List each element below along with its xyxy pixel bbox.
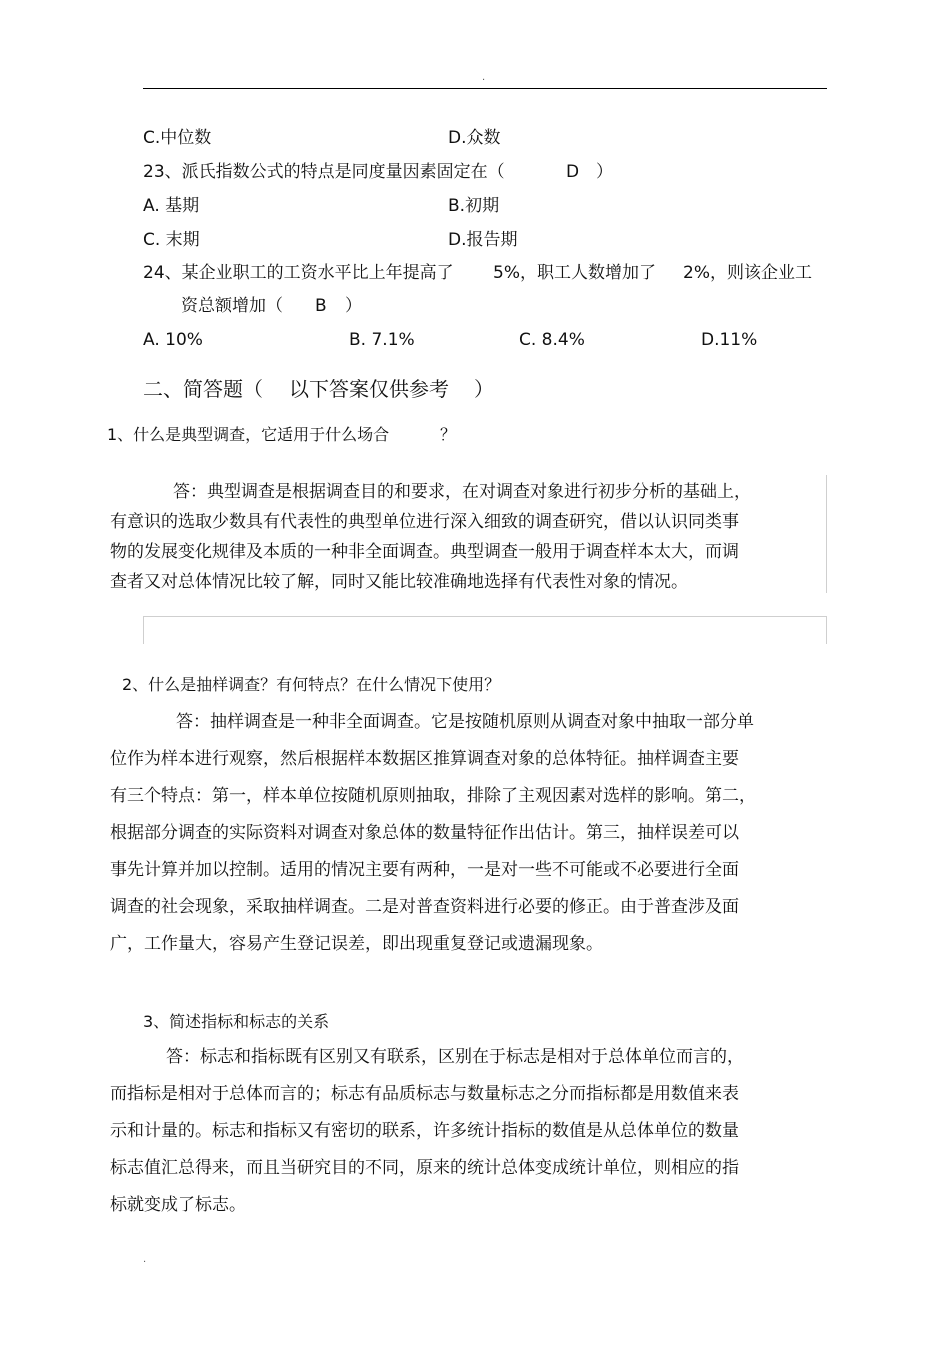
q24-option-c: C. 8.4% <box>519 330 585 350</box>
q24-close-paren: ） <box>345 296 362 316</box>
section-title-part2: 以下答案仅供参考 <box>289 377 449 401</box>
q3-answer-line: 标志值汇总得来，而且当研究目的不同，原来的统计总体变成统计单位，则相应的指 <box>110 1158 739 1178</box>
q1-answer-line: 答：典型调查是根据调查目的和要求，在对调查对象进行初步分析的基础上， <box>173 482 751 502</box>
q3-answer-line: 示和计量的。标志和指标又有密切的联系，许多统计指标的数值是从总体单位的数量 <box>110 1121 739 1141</box>
q23-option-a: A. 基期 <box>143 196 200 216</box>
empty-box-left-border <box>143 616 144 644</box>
q1-box-right-border <box>826 475 827 593</box>
empty-box-top-border <box>143 616 827 617</box>
section-title-part3: ） <box>474 377 494 401</box>
q1-answer-line: 有意识的选取少数具有代表性的典型单位进行深入细致的调查研究，借以认识同类事 <box>110 512 739 532</box>
q24-answer: B <box>315 296 327 316</box>
q24-option-b: B. 7.1% <box>349 330 415 350</box>
q1-question: 1、什么是典型调查，它适用于什么场合 <box>107 425 390 444</box>
q23-option-d: D.报告期 <box>448 230 518 250</box>
q22-option-d: D.众数 <box>448 128 501 148</box>
q24-stem-line2: 资总额增加（ <box>181 296 283 316</box>
q23-option-c: C. 末期 <box>143 230 200 250</box>
q24-stem-part2: 5%，职工人数增加了 <box>493 263 656 283</box>
q23-answer: D <box>566 162 580 182</box>
q1-answer-line: 查者又对总体情况比较了解，同时又能比较准确地选择有代表性对象的情况。 <box>110 572 688 592</box>
q3-answer-line: 标就变成了标志。 <box>110 1195 246 1215</box>
q1-question-mark: ？ <box>440 425 457 444</box>
q1-answer-line: 物的发展变化规律及本质的一种非全面调查。典型调查一般用于调查样本太大，而调 <box>110 542 739 562</box>
section-title-part1: 二、简答题（ <box>143 377 263 401</box>
q3-answer-line: 答：标志和指标既有区别又有联系，区别在于标志是相对于总体单位而言的， <box>166 1047 744 1067</box>
footer-dot: . <box>143 1254 147 1265</box>
q22-option-c: C.中位数 <box>143 128 212 148</box>
q23-option-b: B.初期 <box>448 196 500 216</box>
q2-answer-line: 位作为样本进行观察，然后根据样本数据区推算调查对象的总体特征。抽样调查主要 <box>110 749 739 769</box>
q2-question: 2、什么是抽样调查？有何特点？在什么情况下使用？ <box>122 675 501 694</box>
q24-option-d: D.11% <box>701 330 758 350</box>
q23-close-paren: ） <box>596 162 613 182</box>
q3-answer-line: 而指标是相对于总体而言的；标志有品质标志与数量标志之分而指标都是用数值来表 <box>110 1084 739 1104</box>
q23-stem: 23、派氏指数公式的特点是同度量因素固定在（ <box>143 162 505 182</box>
q2-answer-line: 答：抽样调查是一种非全面调查。它是按随机原则从调查对象中抽取一部分单 <box>176 712 754 732</box>
q24-stem-part3: 2%，则该企业工 <box>683 263 812 283</box>
header-rule <box>143 88 827 89</box>
q2-answer-line: 事先计算并加以控制。适用的情况主要有两种，一是对一些不可能或不必要进行全面 <box>110 860 739 880</box>
q2-answer-line: 有三个特点：第一，样本单位按随机原则抽取，排除了主观因素对选样的影响。第二， <box>110 786 756 806</box>
q24-stem-part1: 24、某企业职工的工资水平比上年提高了 <box>143 263 454 283</box>
q2-answer-line: 广，工作量大，容易产生登记误差，即出现重复登记或遗漏现象。 <box>110 934 603 954</box>
q24-option-a: A. 10% <box>143 330 203 350</box>
header-dot: . <box>482 72 486 83</box>
q2-answer-line: 调查的社会现象，采取抽样调查。二是对普查资料进行必要的修正。由于普查涉及面 <box>110 897 739 917</box>
q2-answer-line: 根据部分调查的实际资料对调查对象总体的数量特征作出估计。第三，抽样误差可以 <box>110 823 739 843</box>
q3-question: 3、简述指标和标志的关系 <box>143 1012 330 1031</box>
empty-box-right-border <box>826 616 827 644</box>
